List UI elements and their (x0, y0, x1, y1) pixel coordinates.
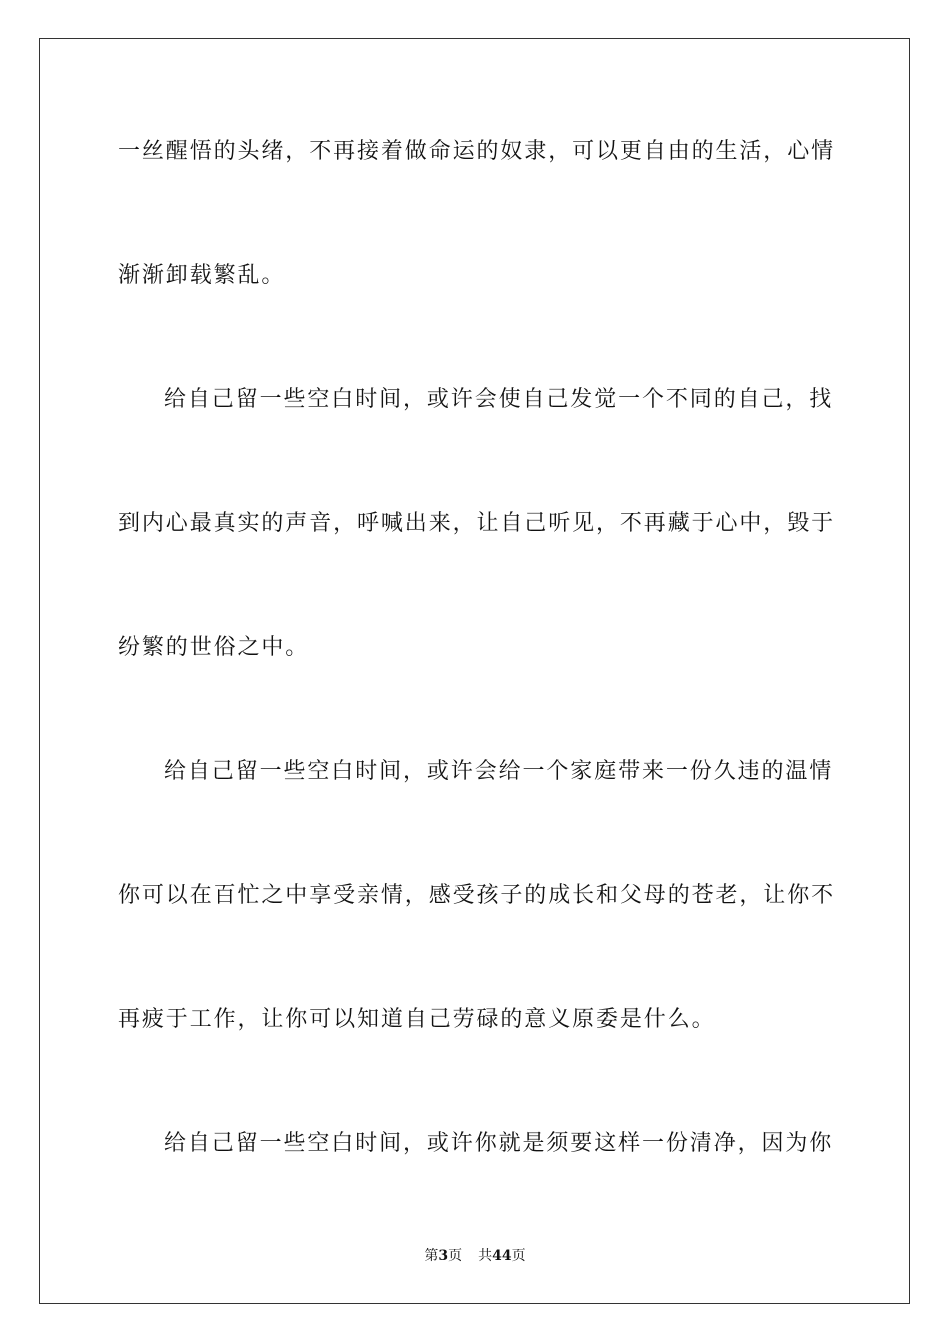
total-prefix: 共 (478, 1248, 493, 1264)
text-line-9: 给自己留一些空白时间，或许你就是须要这样一份清净，因为你 (164, 1131, 834, 1156)
text-line-2: 渐渐卸载繁乱。 (118, 263, 286, 288)
total-suffix: 页 (511, 1248, 526, 1264)
text-line-6: 给自己留一些空白时间，或许会给一个家庭带来一份久违的温情 (164, 759, 834, 784)
text-line-8: 再疲于工作，让你可以知道自己劳碌的意义原委是什么。 (118, 1007, 716, 1032)
page-suffix: 页 (448, 1248, 463, 1264)
page-number: 3 (438, 1248, 449, 1264)
text-line-7: 你可以在百忙之中享受亲情，感受孩子的成长和父母的苍老，让你不 (118, 883, 836, 908)
text-line-4: 到内心最真实的声音，呼喊出来，让自己听见，不再藏于心中，毁于 (118, 511, 836, 536)
text-line-3: 给自己留一些空白时间，或许会使自己发觉一个不同的自己，找 (164, 387, 834, 412)
page-footer (0, 1246, 950, 1266)
page-border (39, 38, 910, 1304)
total-pages: 44 (492, 1248, 512, 1264)
text-line-1: 一丝醒悟的头绪，不再接着做命运的奴隶，可以更自由的生活，心情 (118, 139, 836, 164)
page-prefix: 第 (424, 1248, 439, 1264)
text-line-5: 纷繁的世俗之中。 (118, 635, 310, 660)
